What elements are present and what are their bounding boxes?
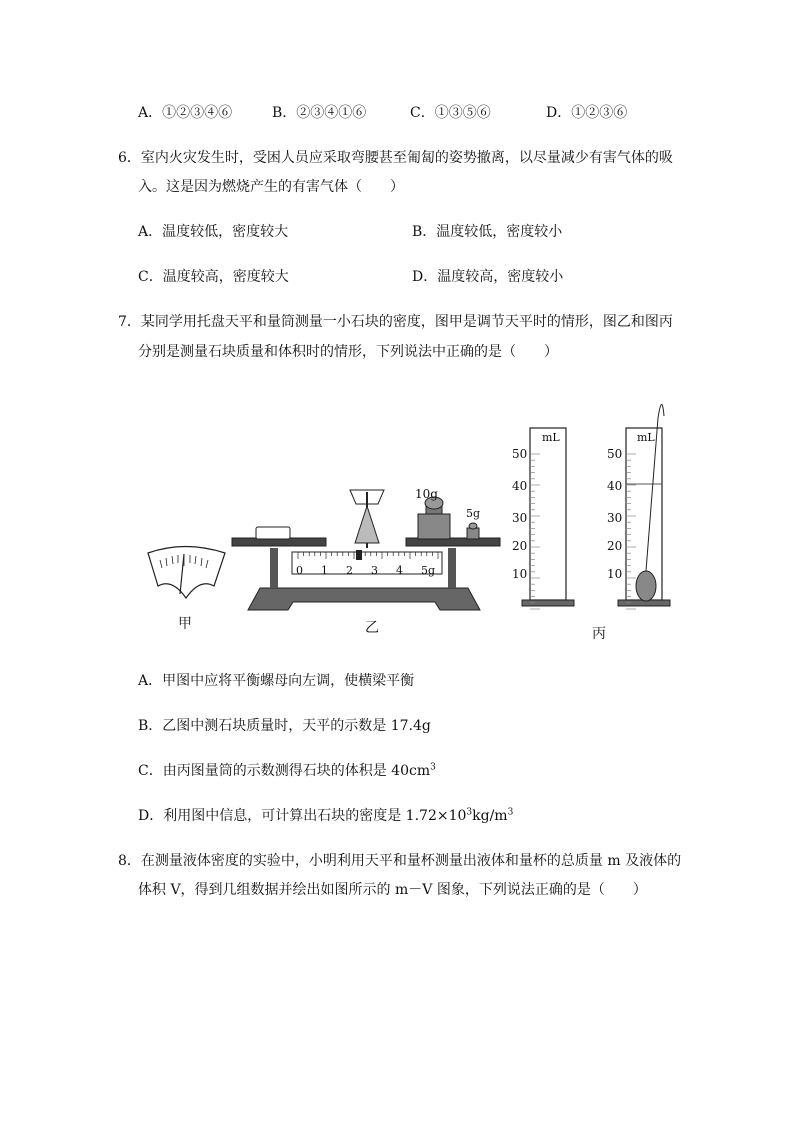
cylinder2-tick-label: 10 [607,567,623,581]
ruler-tick-label: 4 [396,564,403,577]
figure-label-jia: 甲 [178,616,192,632]
q8-stem-line1: 8．在测量液体密度的实验中，小明利用天平和量杯测量出液体和量杯的总质量 m 及液体的 [118,853,682,869]
q7-option-d: D．利用图中信息，可计算出石块的密度是 $1.72\times 10^3kg/m^3$ [138,807,514,824]
q6-option-d: D．温度较高，密度较小 [412,269,564,285]
q6-option-b: B．温度较低，密度较小 [412,224,563,240]
ruler-tick-label: 2 [346,564,353,577]
cylinder1-unit: mL [542,431,560,444]
q6-option-a: A．温度较低，密度较大 [138,224,289,240]
weight-10g-label: 10g [415,487,438,501]
ruler-tick-label: 0 [296,564,303,577]
ruler-tick-label: 3 [371,564,378,577]
cylinder2-tick-label: 50 [607,447,623,461]
cylinder1-tick-label: 20 [512,539,528,553]
figure-yi-balance [232,490,500,610]
q5-option-b: B．②③④①⑥ [272,105,367,121]
q7-stem-line1: 7．某同学用托盘天平和量筒测量一小石块的密度，图甲是调节天平时的情形，图乙和图丙 [118,314,673,330]
q6-option-c: C．温度较高，密度较大 [138,269,289,285]
ruler-tick-label: 1 [321,564,328,577]
figure-label-bing: 丙 [592,626,606,642]
cylinder2-tick-label: 20 [607,539,623,553]
q7-stem-line2: 分别是测量石块质量和体积时的情形，下列说法中正确的是（ ） [138,344,558,360]
cylinder2-tick-label: 30 [607,511,623,525]
q6-stem-line1: 6．室内火灾发生时，受困人员应采取弯腰甚至匍匐的姿势撤离，以尽量减少有害气体的吸 [118,150,673,166]
figure-jia-dial [148,547,225,599]
ruler-tick-label: 5g [421,564,436,577]
q6-stem-line2: 入。这是因为燃烧产生的有害气体（ ） [138,179,404,195]
q5-option-d: D．①②③⑥ [546,105,628,121]
q7-option-b: B．乙图中测石块质量时，天平的示数是 17.4g [138,718,431,734]
weight-5g-label: 5g [466,507,481,520]
q8-stem-line2: 体积 V，得到几组数据并绘出如图所示的 m－V 图象，下列说法正确的是（ ） [138,882,647,898]
q5-option-a: A．①②③④⑥ [138,105,233,121]
cylinder1-tick-label: 10 [512,567,528,581]
cylinder1-tick-label: 40 [512,479,528,493]
cylinder2-tick-label: 40 [607,479,623,493]
q7-option-a: A．甲图中应将平衡螺母向左调，使横梁平衡 [138,673,415,689]
q7-option-c: C．由丙图量筒的示数测得石块的体积是 $40cm^3$ [138,762,436,779]
q5-option-c: C．①③⑤⑥ [410,105,491,121]
cylinder2-unit: mL [637,431,655,444]
q7-figure [140,388,680,646]
cylinder1-tick-label: 30 [512,511,528,525]
figure-label-yi: 乙 [365,620,379,636]
cylinder1-tick-label: 50 [512,447,528,461]
figure-bing-cylinder-empty [522,428,574,609]
